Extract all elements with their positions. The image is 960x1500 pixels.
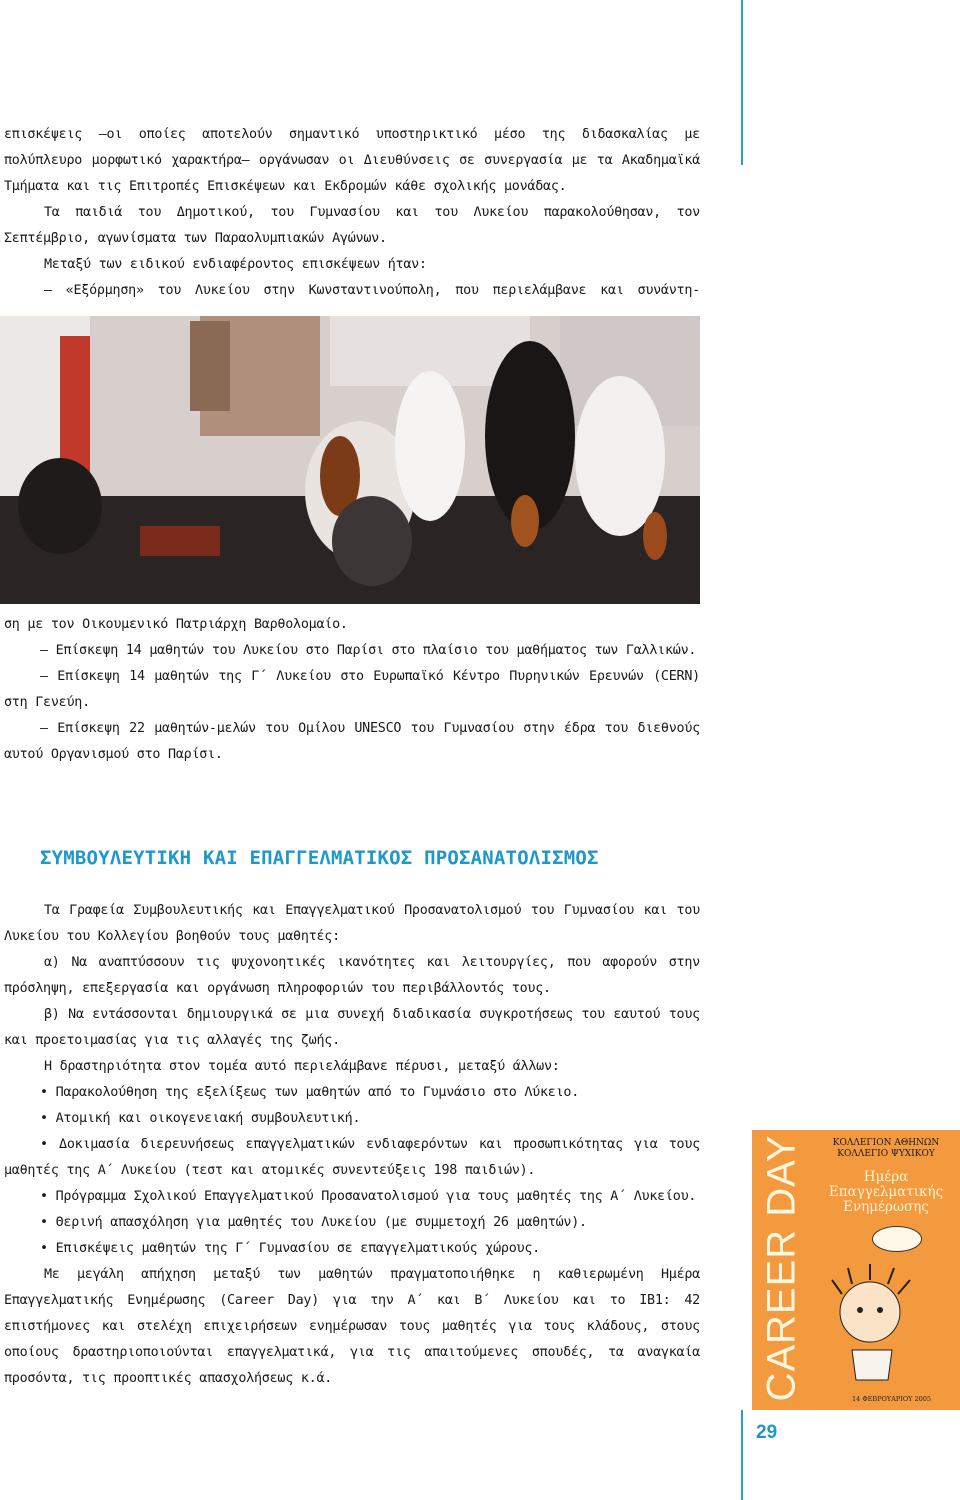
paragraph: Με μεγάλη απήχηση μεταξύ των μαθητών πραγματοποιήθηκε η καθιερωμένη Ημέρα Επαγγελματικής Ενημέρωσης (Career Day) για την Α΄ και Β΄ Λυκείου και το IB1: 42 επιστήμονες και στελέχη επιχειρήσεων ενημέρωσαν τους μαθητές για τους κλάδους, στους οποίους δραστηριοποιούνται επαγγελματικά, για τις απαιτούμενες σπουδές, τα αναγκαία προσόντα, τις προοπτικές απασχολήσεως κ.ά. xyxy=(4,1267,700,1386)
guidance-text-block xyxy=(4,898,700,1392)
list-item: • Ατομική και οικογενειακή συμβουλευτική. xyxy=(40,1111,361,1126)
visits-list-block xyxy=(4,612,700,768)
list-item: • Παρακολούθηση της εξελίξεως των μαθητών από το Γυμνάσιο στο Λύκειο. xyxy=(40,1085,580,1100)
paragraph: – «Εξόρμηση» του Λυκείου στην Κωνσταντινούπολη, που περιελάμβανε και συνάντη- xyxy=(44,283,700,298)
paragraph: ση με τον Οικουμενικό Πατριάρχη Βαρθολομαίο. xyxy=(4,617,348,632)
page-number: 29 xyxy=(756,1422,778,1443)
paragraph: Τα παιδιά του Δημοτικού, του Γυμνασίου και του Λυκείου παρακολούθησαν, τον Σεπτέμβριο, αγωνίσματα των Παραολυμπιακών Αγώνων. xyxy=(4,205,700,246)
list-item: – Επίσκεψη 22 μαθητών-μελών του Ομίλου UNESCO του Γυμνασίου στην έδρα του διεθνούς αυτού Οργανισμού στο Παρίσι. xyxy=(4,721,700,762)
career-day-cover xyxy=(752,1130,960,1410)
cover-vertical-title xyxy=(759,1134,804,1402)
cover-vertical-text: CAREER DAY xyxy=(759,1134,804,1402)
list-item: • Επισκέψεις μαθητών της Γ΄ Γυμνασίου σε επαγγελματικούς χώρους. xyxy=(40,1241,540,1256)
paragraph: Η δραστηριότητα στον τομέα αυτό περιελάμβανε πέρυσι, μεταξύ άλλων: xyxy=(44,1059,560,1074)
cover-header: ΚΟΛΛΕΓΙΟΝ ΑΘΗΝΩΝ ΚΟΛΛΕΓΙΟ ΨΥΧΙΚΟΥ xyxy=(832,1138,940,1159)
cover-title: Ημέρα Επαγγελματικής Ενημέρωσης xyxy=(828,1169,944,1215)
margin-rule-bottom xyxy=(741,1410,743,1500)
intro-text-block xyxy=(4,122,700,304)
paragraph: επισκέψεις –οι οποίες αποτελούν σημαντικό υποστηρικτικό μέσο της διδασκαλίας με πολύπλευρο μορφωτικό χαρακτήρα– οργάνωσαν οι Διευθύνσεις σε συνεργασία με τα Ακαδημαϊκά Τμήματα και τις Επιτροπές Επισκέψεων και Εκδρομών κάθε σχολικής μονάδας. xyxy=(4,127,700,194)
cover-cartoon-illustration xyxy=(812,1250,952,1390)
cover-date: 14 ΦΕΒΡΟΥΑΡΙΟΥ 2005 xyxy=(852,1395,932,1403)
section-title: ΣΥΜΒΟΥΛΕΥΤΙΚΗ ΚΑΙ ΕΠΑΓΓΕΛΜΑΤΙΚΟΣ ΠΡΟΣΑΝΑΤΟΛΙΣΜΟΣ xyxy=(40,847,599,869)
margin-rule-top xyxy=(741,0,743,165)
list-item: • Πρόγραμμα Σχολικού Επαγγελματικού Προσανατολισμού για τους μαθητές της Α΄ Λυκείου. xyxy=(40,1189,697,1204)
concert-photo xyxy=(0,316,700,604)
paragraph: β) Να εντάσσονται δημιουργικά σε μια συνεχή διαδικασία συγκροτήσεως του εαυτού τους και προετοιμασίας για τις αλλαγές της ζωής. xyxy=(4,1007,700,1048)
list-item: • Θερινή απασχόληση για μαθητές του Λυκείου (με συμμετοχή 26 μαθητών). xyxy=(40,1215,587,1230)
list-item: • Δοκιμασία διερευνήσεως επαγγελματικών ενδιαφερόντων και προσωπικότητας για τους μαθητές της Α΄ Λυκείου (τεστ και ατομικές συνεντεύξεις 198 παιδιών). xyxy=(4,1137,700,1178)
paragraph: α) Να αναπτύσσουν τις ψυχονοητικές ικανότητες και λειτουργίες, που αφορούν στην πρόσληψη, επεξεργασία και οργάνωση πληροφοριών του περιβάλλοντός τους. xyxy=(4,955,700,996)
paragraph: Τα Γραφεία Συμβουλευτικής και Επαγγελματικού Προσανατολισμού του Γυμνασίου και του Λυκείου του Κολλεγίου βοηθούν τους μαθητές: xyxy=(4,903,700,944)
list-item: – Επίσκεψη 14 μαθητών της Γ΄ Λυκείου στο Ευρωπαϊκό Κέντρο Πυρηνικών Ερευνών (CERN) στη Γενεύη. xyxy=(4,669,700,710)
list-item: – Επίσκεψη 14 μαθητών του Λυκείου στο Παρίσι στο πλαίσιο του μαθήματος των Γαλλικών. xyxy=(40,643,697,658)
cover-speech-bubble xyxy=(872,1226,922,1252)
paragraph: Μεταξύ των ειδικού ενδιαφέροντος επισκέψεων ήταν: xyxy=(44,257,427,272)
concert-photo-illustration xyxy=(0,316,700,604)
